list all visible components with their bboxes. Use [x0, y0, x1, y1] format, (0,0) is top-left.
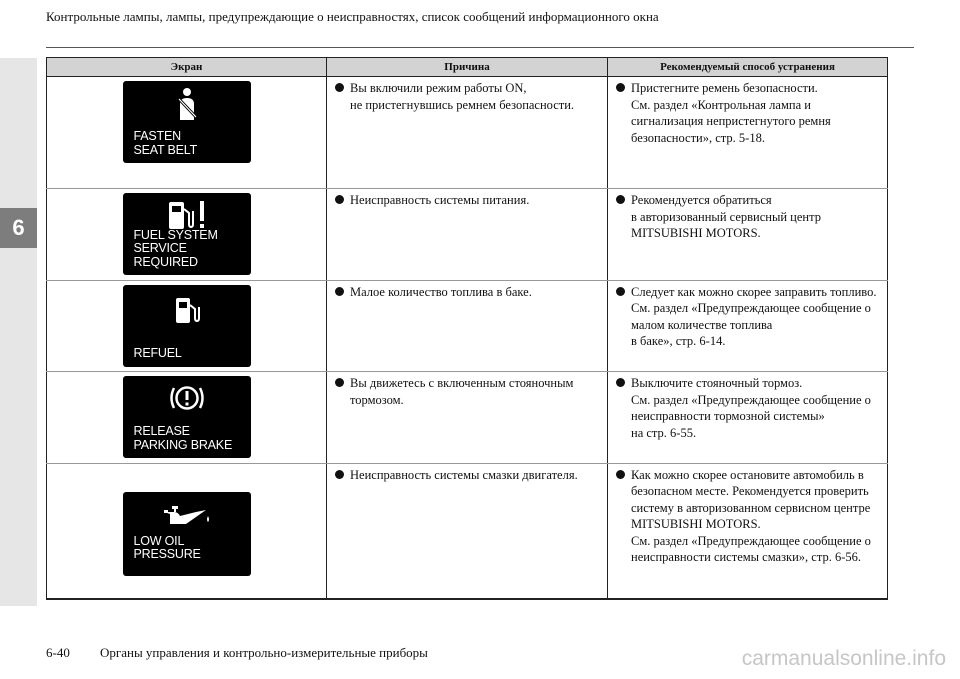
parking-brake-icon [167, 382, 207, 414]
screen-cell [47, 463, 327, 599]
table-row [47, 77, 888, 189]
remedy-text: Как можно скорее остановите автомобиль в безопасном месте. Рекомендуется проверить систему в авторизованном сервисном центре MITSUBISHI MOTORS. См. раздел «Предупреждающее сообщение о неисправности системы смазки», стр. 6-56. [631, 467, 871, 564]
table-row [47, 280, 888, 372]
running-header: Контрольные лампы, лампы, предупреждающие о неисправностях, список сообщений информационного окна [46, 9, 659, 24]
fuel-pump-icon [173, 295, 201, 325]
bullet-icon [616, 287, 625, 296]
column-header-screen: Экран [47, 58, 327, 77]
remedy-text: Пристегните ремень безопасности. См. раздел «Контрольная лампа и сигнализация непристегнутого ремня безопасности», стр. 5-18. [631, 81, 831, 145]
bullet-icon [335, 83, 344, 92]
bullet-icon [616, 470, 625, 479]
cause-text: Вы включили режим работы ON, не пристегнувшись ремнем безопасности. [350, 81, 575, 112]
message-text: FUEL SYSTEM SERVICE REQUIRED [133, 227, 218, 269]
bullet-icon [335, 287, 344, 296]
message-display [123, 193, 251, 275]
watermark-text: carmanualsonline.info [741, 647, 946, 670]
chapter-tab: 6 [0, 208, 37, 248]
table-row [47, 463, 888, 599]
message-display [123, 492, 251, 576]
message-text: REFUEL [133, 346, 182, 360]
table-row [47, 372, 888, 464]
remedy-cell [608, 189, 888, 281]
warning-message-table [46, 57, 888, 600]
remedy-text: Выключите стояночный тормоз. См. раздел «Предупреждающее сообщение о неисправности тормозной системы» на стр. 6-55. [631, 376, 871, 440]
bullet-icon [616, 83, 625, 92]
bullet-icon [335, 195, 344, 204]
table-header-row [47, 58, 888, 77]
column-header-cause: Причина [327, 58, 608, 77]
seatbelt-icon [173, 87, 201, 121]
bullet-icon [335, 470, 344, 479]
message-text: FASTEN SEAT BELT [133, 129, 198, 157]
remedy-text: Рекомендуется обратиться в авторизованный сервисный центр MITSUBISHI MOTORS. [631, 193, 821, 240]
remedy-cell [608, 77, 888, 189]
cause-text: Малое количество топлива в баке. [350, 284, 532, 299]
cause-text: Неисправность системы смазки двигателя. [350, 467, 578, 482]
page-number: 6-40 [46, 645, 70, 660]
table-row [47, 189, 888, 281]
remedy-cell [608, 463, 888, 599]
running-footer [46, 645, 428, 661]
cause-cell [327, 372, 608, 464]
oil-can-icon [162, 504, 212, 526]
bullet-icon [335, 378, 344, 387]
remedy-text: Следует как можно скорее заправить топливо. См. раздел «Предупреждающее сообщение о малом количестве топлива в баке», стр. 6-14. [631, 284, 877, 348]
cause-text: Вы движетесь с включенным стояночным тормозом. [350, 376, 574, 407]
cause-cell [327, 189, 608, 281]
chapter-sidebar [0, 58, 37, 606]
footer-section-title: Органы управления и контрольно-измерительные приборы [100, 645, 428, 660]
column-header-remedy: Рекомендуемый способ устранения [608, 58, 888, 77]
screen-cell [47, 280, 327, 372]
cause-cell [327, 77, 608, 189]
message-display [123, 285, 251, 367]
message-text: RELEASE PARKING BRAKE [133, 424, 233, 452]
message-text: LOW OIL PRESSURE [133, 533, 201, 561]
message-display [123, 81, 251, 163]
remedy-cell [608, 372, 888, 464]
header-divider [46, 47, 914, 48]
cause-text: Неисправность системы питания. [350, 193, 530, 207]
bullet-icon [616, 378, 625, 387]
remedy-cell [608, 280, 888, 372]
screen-cell [47, 77, 327, 189]
screen-cell [47, 372, 327, 464]
bullet-icon [616, 195, 625, 204]
fuel-pump-warning-icon [165, 199, 209, 231]
message-display [123, 376, 251, 458]
cause-cell [327, 280, 608, 372]
screen-cell [47, 189, 327, 281]
cause-cell [327, 463, 608, 599]
